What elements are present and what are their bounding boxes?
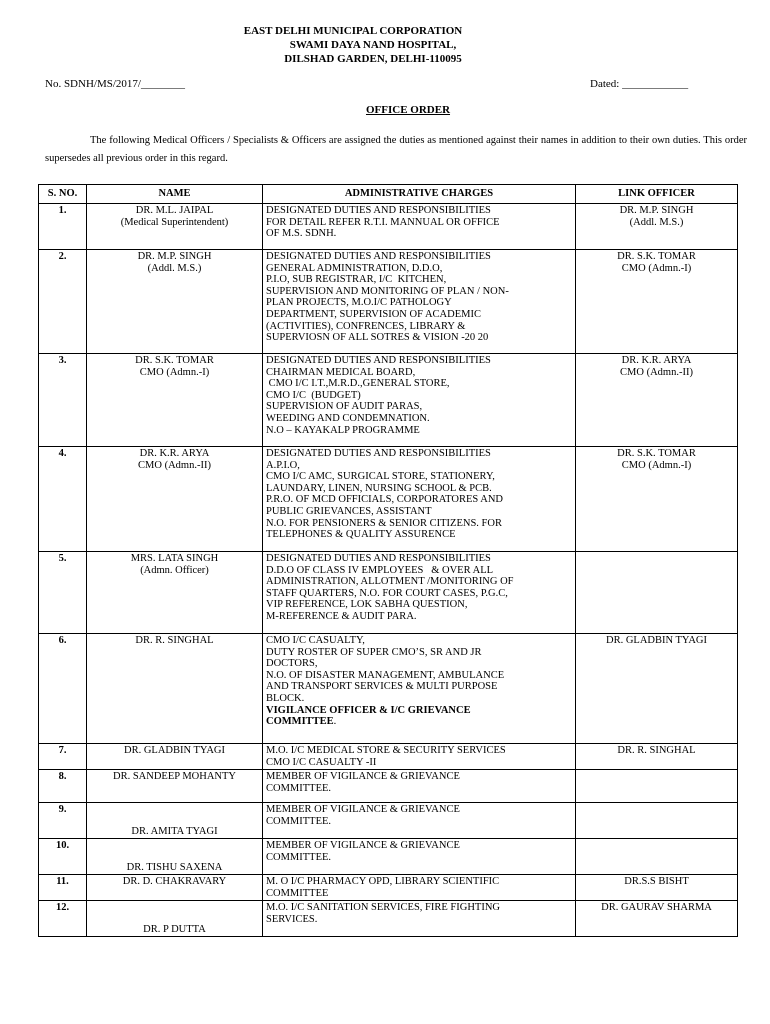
document-title: OFFICE ORDER bbox=[365, 104, 451, 116]
charge-line: LAUNDARY, LINEN, NURSING SCHOOL & PCB. bbox=[266, 482, 492, 494]
officer-name: DR. P DUTTA bbox=[143, 923, 206, 935]
administrative-charges-cell bbox=[263, 803, 576, 839]
link-officer-name: DR.S.S BISHT bbox=[624, 876, 689, 888]
charge-line: M. O I/C PHARMACY OPD, LIBRARY SCIENTIFIC bbox=[266, 876, 500, 888]
officer-name: MRS. LATA SINGH bbox=[130, 553, 219, 564]
date-field: Dated: ____________ bbox=[590, 78, 689, 90]
serial-number: 4. bbox=[39, 447, 87, 552]
officer-name-cell bbox=[87, 250, 263, 354]
charge-line: COMMITTEE bbox=[266, 887, 329, 899]
link-officer-designation: CMO (Admn.-I) bbox=[621, 262, 692, 274]
officer-name-cell bbox=[87, 354, 263, 447]
administrative-charges-cell bbox=[263, 552, 576, 634]
administrative-charges-cell bbox=[263, 634, 576, 744]
officer-name-cell bbox=[87, 204, 263, 250]
link-officer-cell bbox=[576, 634, 738, 744]
charge-line: DESIGNATED DUTIES AND RESPONSIBILITIES bbox=[266, 553, 491, 564]
charge-line: DOCTORS, bbox=[266, 658, 318, 670]
link-officer-name: DR. S.K. TOMAR bbox=[617, 251, 696, 262]
officer-name: DR. D. CHAKRAVARY bbox=[122, 876, 227, 888]
administrative-charges-cell bbox=[263, 250, 576, 354]
link-officer-name: DR. K.R. ARYA bbox=[621, 355, 692, 366]
serial-number: 7. bbox=[39, 744, 87, 770]
serial-number: 3. bbox=[39, 354, 87, 447]
charge-line: GENERAL ADMINISTRATION, D.D.O, bbox=[266, 262, 443, 274]
charge-line: STAFF QUARTERS, N.O. FOR COURT CASES, P.G.C, bbox=[266, 587, 508, 599]
link-officer-cell bbox=[576, 803, 738, 839]
link-officer-designation: CMO (Admn.-II) bbox=[620, 366, 693, 378]
charge-line: CMO I/C AMC, SURGICAL STORE, STATIONERY, bbox=[266, 471, 495, 483]
charge-line: MEMBER OF VIGILANCE & GRIEVANCE bbox=[266, 771, 460, 783]
charge-line: M-REFERENCE & AUDIT PARA. bbox=[266, 610, 417, 622]
officer-name-cell bbox=[87, 770, 263, 803]
officer-designation: CMO (Admn.-II) bbox=[138, 459, 211, 471]
charge-line: CMO I/C CASUALTY, bbox=[266, 635, 365, 646]
charge-line: AND TRANSPORT SERVICES & MULTI PURPOSE bbox=[266, 681, 498, 693]
reference-number: No. SDNH/MS/2017/________ bbox=[45, 78, 185, 90]
officer-designation: (Medical Superintendent) bbox=[120, 216, 229, 228]
charge-line-bold bbox=[266, 716, 572, 728]
administrative-charges-cell bbox=[263, 875, 576, 901]
serial-number: 6. bbox=[39, 634, 87, 744]
officer-name-cell bbox=[87, 803, 263, 839]
charge-line: N.O. FOR PENSIONERS & SENIOR CITIZENS. FOR bbox=[266, 517, 502, 529]
table-row bbox=[39, 204, 738, 250]
charge-line: DESIGNATED DUTIES AND RESPONSIBILITIES bbox=[266, 448, 491, 459]
intro-paragraph: The following Medical Officers / Specialists & Officers are assigned the duties as mentioned against their names in addition to their own duties. This order supersedes all previous order in this regard. bbox=[45, 135, 747, 164]
table-row bbox=[39, 770, 738, 803]
link-officer-designation: CMO (Admn.-I) bbox=[621, 459, 692, 471]
table-row bbox=[39, 875, 738, 901]
table-row bbox=[39, 839, 738, 875]
serial-number: 2. bbox=[39, 250, 87, 354]
charge-line: SUPERVISION AND MONITORING OF PLAN / NON- bbox=[266, 285, 509, 297]
link-officer-cell bbox=[576, 204, 738, 250]
serial-number: 8. bbox=[39, 770, 87, 803]
charge-line: MEMBER OF VIGILANCE & GRIEVANCE bbox=[266, 840, 460, 852]
link-officer-cell bbox=[576, 552, 738, 634]
column-header-link-officer: LINK OFFICER bbox=[576, 185, 738, 204]
charge-line: P.I.O, SUB REGISTRAR, I/C KITCHEN, bbox=[266, 274, 447, 286]
link-officer-cell bbox=[576, 770, 738, 803]
link-officer-name: DR. GLADBIN TYAGI bbox=[605, 635, 707, 646]
serial-number: 12. bbox=[39, 901, 87, 937]
link-officer-designation: (Addl. M.S.) bbox=[629, 216, 684, 228]
table-row bbox=[39, 901, 738, 937]
charge-line: CMO I/C I.T.,M.R.D.,GENERAL STORE, bbox=[266, 378, 450, 390]
officer-name: DR. SANDEEP MOHANTY bbox=[113, 771, 236, 783]
charge-line-tail: . bbox=[333, 716, 337, 728]
charge-line: ADMINISTRATION, ALLOTMENT /MONITORING OF bbox=[266, 576, 514, 588]
charge-line: (ACTIVITIES), CONFRENCES, LIBRARY & bbox=[266, 320, 466, 332]
officer-name: DR. AMITA TYAGI bbox=[131, 825, 218, 837]
charge-line: VIP REFERENCE, LOK SABHA QUESTION, bbox=[266, 599, 468, 611]
link-officer-name: DR. R. SINGHAL bbox=[617, 745, 696, 756]
officer-designation: (Addl. M.S.) bbox=[147, 262, 202, 274]
officer-name-cell bbox=[87, 744, 263, 770]
charge-line: OF M.S. SDNH. bbox=[266, 228, 337, 240]
administrative-charges-cell bbox=[263, 354, 576, 447]
officer-name-cell bbox=[87, 634, 263, 744]
charge-line: M.O. I/C SANITATION SERVICES, FIRE FIGHTING bbox=[266, 902, 500, 914]
charge-line: COMMITTEE. bbox=[266, 851, 332, 863]
charge-line: FOR DETAIL REFER R.T.I. MANNUAL OR OFFICE bbox=[266, 216, 500, 228]
table-body bbox=[39, 204, 738, 937]
serial-number: 5. bbox=[39, 552, 87, 634]
column-header-name: NAME bbox=[87, 185, 263, 204]
charge-line: N.O. OF DISASTER MANAGEMENT, AMBULANCE bbox=[266, 669, 505, 681]
charge-line: SUPERVIOSN OF ALL SOTRES & VISION -20 20 bbox=[266, 332, 489, 344]
officer-name-cell bbox=[87, 839, 263, 875]
link-officer-name: DR. GAURAV SHARMA bbox=[601, 902, 712, 914]
link-officer-cell bbox=[576, 901, 738, 937]
charge-line: M.O. I/C MEDICAL STORE & SECURITY SERVICES bbox=[266, 745, 506, 756]
administrative-charges-cell bbox=[263, 901, 576, 937]
link-officer-cell bbox=[576, 839, 738, 875]
administrative-charges-cell bbox=[263, 204, 576, 250]
serial-number: 1. bbox=[39, 204, 87, 250]
charge-line: DUTY ROSTER OF SUPER CMO’S, SR AND JR bbox=[266, 646, 482, 658]
link-officer-cell bbox=[576, 250, 738, 354]
officer-name: DR. M.P. SINGH bbox=[137, 251, 212, 262]
table-row bbox=[39, 552, 738, 634]
duties-table bbox=[38, 184, 738, 937]
charge-line: CHAIRMAN MEDICAL BOARD, bbox=[266, 366, 416, 378]
charge-line: D.D.O OF CLASS IV EMPLOYEES & OVER ALL bbox=[266, 564, 494, 576]
hospital-name: SWAMI DAYA NAND HOSPITAL, bbox=[289, 39, 457, 51]
officer-name: DR. S.K. TOMAR bbox=[135, 355, 214, 366]
charge-line: MEMBER OF VIGILANCE & GRIEVANCE bbox=[266, 804, 460, 816]
table-row bbox=[39, 447, 738, 552]
serial-number: 10. bbox=[39, 839, 87, 875]
officer-designation: CMO (Admn.-I) bbox=[139, 366, 210, 378]
charge-line: DESIGNATED DUTIES AND RESPONSIBILITIES bbox=[266, 251, 491, 262]
officer-designation: (Admn. Officer) bbox=[140, 564, 209, 576]
charge-line: P.R.O. OF MCD OFFICIALS, CORPORATORES AND bbox=[266, 494, 503, 506]
table-row bbox=[39, 354, 738, 447]
officer-name-cell bbox=[87, 447, 263, 552]
charge-line: CMO I/C CASUALTY -II bbox=[266, 756, 377, 768]
officer-name: DR. M.L. JAIPAL bbox=[135, 205, 214, 216]
link-officer-name: DR. S.K. TOMAR bbox=[617, 448, 696, 459]
charge-line: A.P.I.O, bbox=[266, 459, 300, 471]
charge-line: DESIGNATED DUTIES AND RESPONSIBILITIES bbox=[266, 355, 491, 366]
charge-line: TELEPHONES & QUALITY ASSURENCE bbox=[266, 529, 456, 541]
column-header-charges: ADMINISTRATIVE CHARGES bbox=[263, 185, 576, 204]
column-header-sno: S. NO. bbox=[39, 185, 87, 204]
link-officer-cell bbox=[576, 744, 738, 770]
charge-line: DESIGNATED DUTIES AND RESPONSIBILITIES bbox=[266, 205, 491, 216]
charge-line: SERVICES. bbox=[266, 913, 318, 925]
administrative-charges-cell bbox=[263, 447, 576, 552]
charge-line: BLOCK. bbox=[266, 692, 305, 704]
charge-line-bold: VIGILANCE OFFICER & I/C GRIEVANCE bbox=[266, 704, 471, 716]
table-header-row bbox=[39, 185, 738, 204]
charge-line: PUBLIC GRIEVANCES, ASSISTANT bbox=[266, 505, 432, 517]
table-row bbox=[39, 634, 738, 744]
officer-name: DR. GLADBIN TYAGI bbox=[123, 745, 225, 756]
table-row bbox=[39, 250, 738, 354]
charge-line: CMO I/C (BUDGET) bbox=[266, 389, 361, 401]
hospital-address: DILSHAD GARDEN, DELHI-110095 bbox=[284, 53, 462, 65]
charge-line: COMMITTEE. bbox=[266, 815, 332, 827]
charge-line: N.O – KAYAKALP PROGRAMME bbox=[266, 424, 420, 436]
charge-line: COMMITTEE. bbox=[266, 782, 332, 794]
serial-number: 9. bbox=[39, 803, 87, 839]
charge-line-bold-text: COMMITTEE bbox=[266, 716, 334, 728]
charge-line: SUPERVISION OF AUDIT PARAS, bbox=[266, 401, 423, 413]
administrative-charges-cell bbox=[263, 839, 576, 875]
administrative-charges-cell bbox=[263, 770, 576, 803]
table-row bbox=[39, 803, 738, 839]
link-officer-cell bbox=[576, 354, 738, 447]
table-row bbox=[39, 744, 738, 770]
serial-number: 11. bbox=[39, 875, 87, 901]
officer-name: DR. R. SINGHAL bbox=[135, 635, 214, 646]
officer-name-cell bbox=[87, 552, 263, 634]
link-officer-cell bbox=[576, 447, 738, 552]
link-officer-cell bbox=[576, 875, 738, 901]
officer-name-cell bbox=[87, 901, 263, 937]
officer-name: DR. TISHU SAXENA bbox=[126, 861, 223, 873]
org-name: EAST DELHI MUNICIPAL CORPORATION bbox=[243, 25, 463, 37]
charge-line: DEPARTMENT, SUPERVISION OF ACADEMIC bbox=[266, 308, 481, 320]
charge-line: PLAN PROJECTS, M.O.I/C PATHOLOGY bbox=[266, 297, 452, 309]
officer-name: DR. K.R. ARYA bbox=[139, 448, 210, 459]
administrative-charges-cell bbox=[263, 744, 576, 770]
charge-line: WEEDING AND CONDEMNATION. bbox=[266, 412, 430, 424]
link-officer-name: DR. M.P. SINGH bbox=[619, 205, 694, 216]
officer-name-cell bbox=[87, 875, 263, 901]
